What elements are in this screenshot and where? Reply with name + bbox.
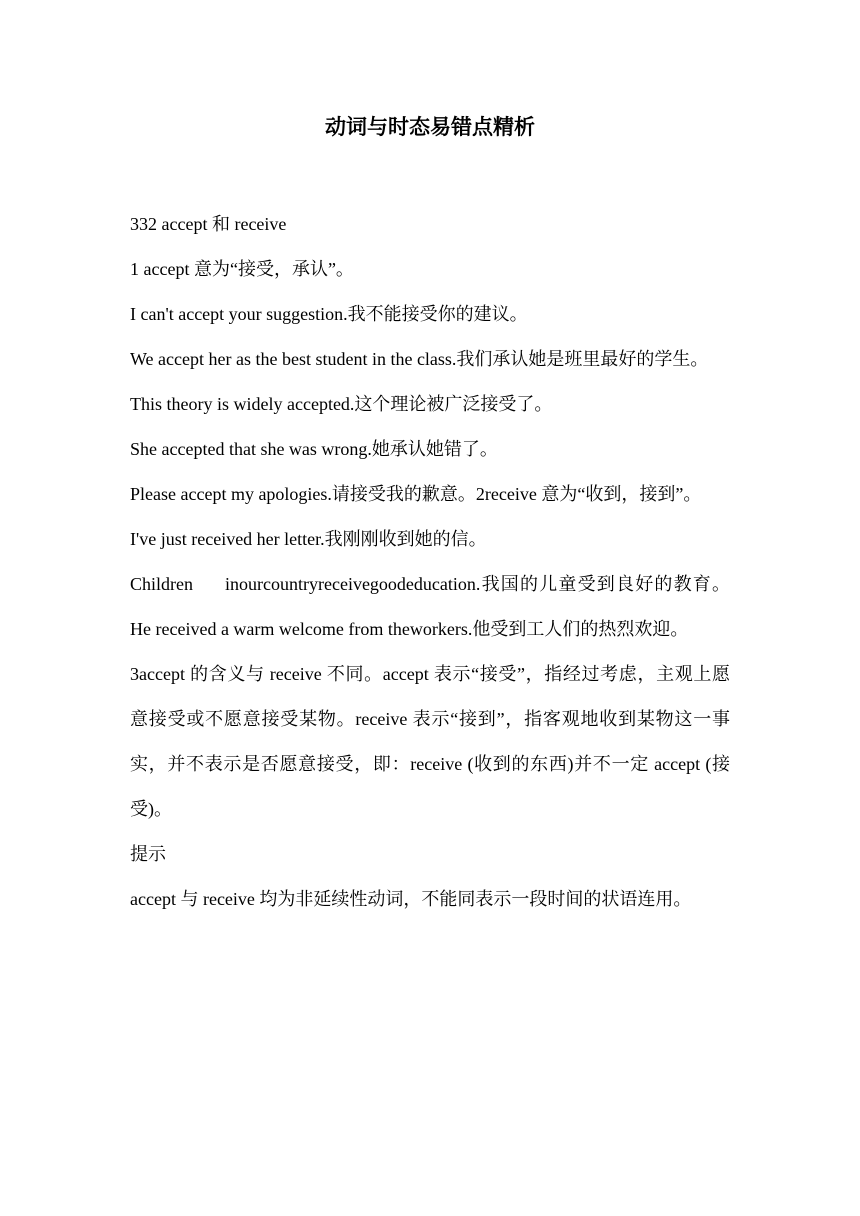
tip-paragraph: accept 与 receive 均为非延续性动词，不能同表示一段时间的状语连用。 bbox=[130, 889, 692, 909]
children-word: Children bbox=[130, 574, 193, 594]
tip-heading: 提示 bbox=[130, 844, 166, 864]
children-rest: inourcountryreceivegoodeducation.我国的儿童受到良好的教育。He received a warm welcome from theworkers.他受到工人们的热烈欢迎。 bbox=[130, 574, 730, 639]
example-sentence: We accept her as the best student in the class.我们承认她是班里最好的学生。 bbox=[130, 349, 709, 369]
section-heading: 332 accept 和 receive bbox=[130, 214, 287, 234]
example-sentence-children bbox=[130, 562, 730, 652]
explanation-paragraph: 3accept 的含义与 receive 不同。accept 表示“接受”，指经过考虑，主观上愿意接受或不愿意接受某物。receive 表示“接到”，指客观地收到某物这一事实，并不表示是否愿意接受，即：receive (收到的东西)并不一定 accept (接受)。 bbox=[130, 664, 730, 819]
example-sentence: I've just received her letter.我刚刚收到她的信。 bbox=[130, 529, 487, 549]
example-sentence: This theory is widely accepted.这个理论被广泛接受了。 bbox=[130, 394, 553, 414]
document-body bbox=[130, 202, 730, 922]
example-sentence: I can't accept your suggestion.我不能接受你的建议。 bbox=[130, 304, 528, 324]
paragraph: 1 accept 意为“接受，承认”。 bbox=[130, 259, 354, 279]
page-title: 动词与时态易错点精析 bbox=[325, 115, 535, 139]
example-sentence: Please accept my apologies.请接受我的歉意。2receive 意为“收到，接到”。 bbox=[130, 484, 702, 504]
example-sentence: She accepted that she was wrong.她承认她错了。 bbox=[130, 439, 498, 459]
